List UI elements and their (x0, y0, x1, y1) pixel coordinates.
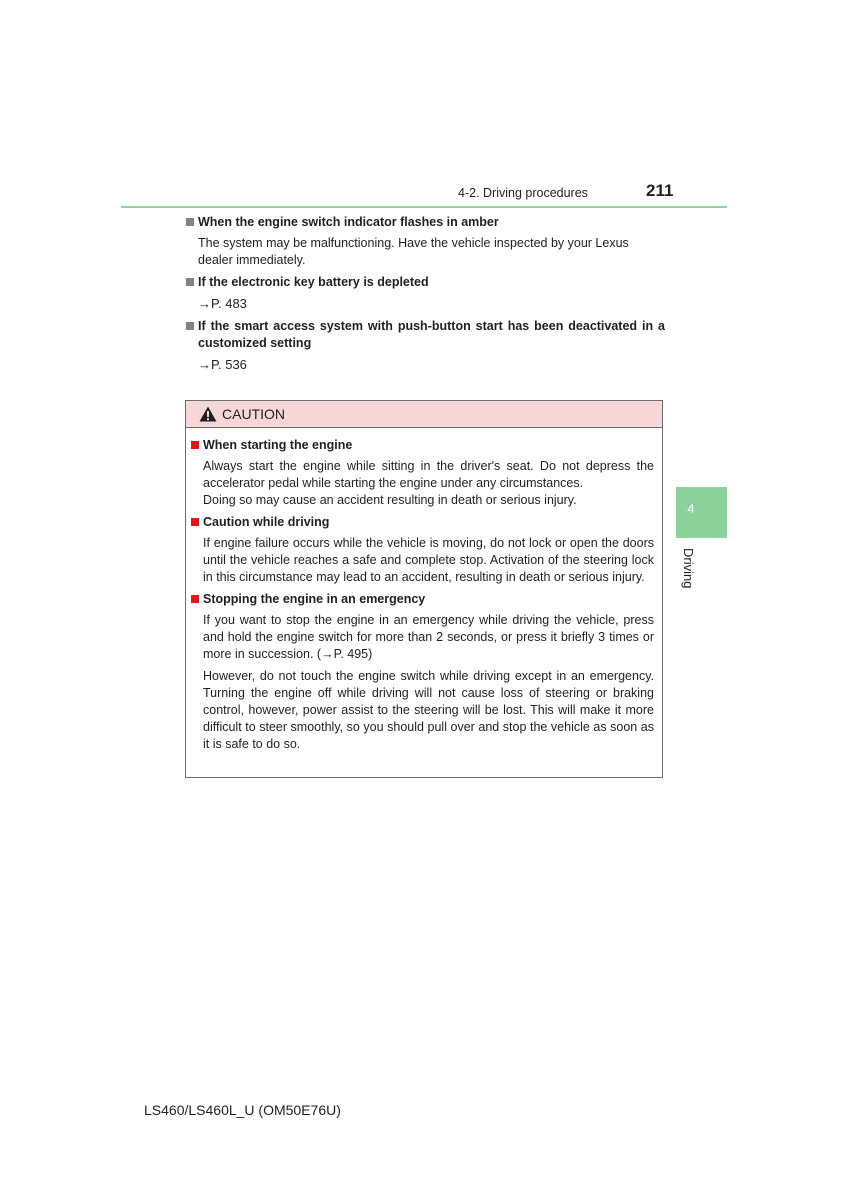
item-heading: If the electronic key battery is depleted (185, 274, 665, 291)
item-text: The system may be malfunctioning. Have the vehicle inspected by your Lexus dealer immediately. (198, 236, 629, 267)
page-reference-link[interactable]: →P. 483 (198, 296, 247, 311)
gray-square-bullet-icon (186, 218, 194, 226)
gray-square-bullet-icon (186, 278, 194, 286)
item-heading: If the smart access system with push-button start has been deactivated in a customized setting (185, 318, 665, 352)
chapter-number: 4 (687, 501, 695, 516)
warning-triangle-icon (199, 406, 217, 422)
page-reference-link[interactable]: →P. 536 (198, 357, 247, 372)
caution-section-starting (190, 437, 654, 509)
caution-paragraph: Doing so may cause an accident resulting in death or serious injury. (203, 493, 577, 507)
header-rule (121, 206, 727, 208)
item-engine-indicator (185, 214, 665, 269)
caution-section-emergency (190, 591, 654, 753)
red-square-bullet-icon (191, 595, 199, 603)
caution-heading: Stopping the engine in an emergency (190, 591, 654, 608)
caution-paragraph: If engine failure occurs while the vehicle is moving, do not lock or open the doors until the vehicle reaches a safe and complete stop. Activation of the steering lock in this circumstance may lead to an accident, resulting in death or serious injury. (203, 536, 654, 584)
chapter-tab[interactable] (676, 487, 727, 538)
caution-paragraph: However, do not touch the engine switch while driving except in an emergency. Turning the engine off while driving will not cause loss of steering or braking control, however, power assist to the steering will be lost. This will make it more difficult to steer smoothly, so you should pull over and stop the vehicle as soon as it is safe to do so. (203, 669, 654, 751)
chapter-label: Driving (681, 548, 696, 589)
header-section-title: 4-2. Driving procedures (458, 186, 588, 200)
item-heading: When the engine switch indicator flashes in amber (185, 214, 665, 231)
caution-paragraph: If you want to stop the engine in an emergency while driving the vehicle, press and hold the engine switch for more than 2 seconds, or press it briefly 3 times or more in succession. (→P. 495) (203, 613, 654, 661)
caution-header (186, 401, 662, 428)
red-square-bullet-icon (191, 518, 199, 526)
caution-body (186, 428, 662, 753)
gray-square-bullet-icon (186, 322, 194, 330)
page-number: 211 (646, 181, 674, 200)
red-square-bullet-icon (191, 441, 199, 449)
caution-box (185, 400, 663, 778)
item-key-battery (185, 274, 665, 313)
caution-paragraph: Always start the engine while sitting in the driver's seat. Do not depress the accelerator pedal while starting the engine under any circumstances. (203, 459, 654, 490)
caution-section-driving (190, 514, 654, 586)
caution-title: CAUTION (222, 406, 285, 422)
caution-heading: When starting the engine (190, 437, 654, 454)
main-content (185, 214, 665, 379)
footer-model: LS460/LS460L_U (OM50E76U) (144, 1102, 341, 1118)
item-smart-access (185, 318, 665, 374)
caution-heading: Caution while driving (190, 514, 654, 531)
